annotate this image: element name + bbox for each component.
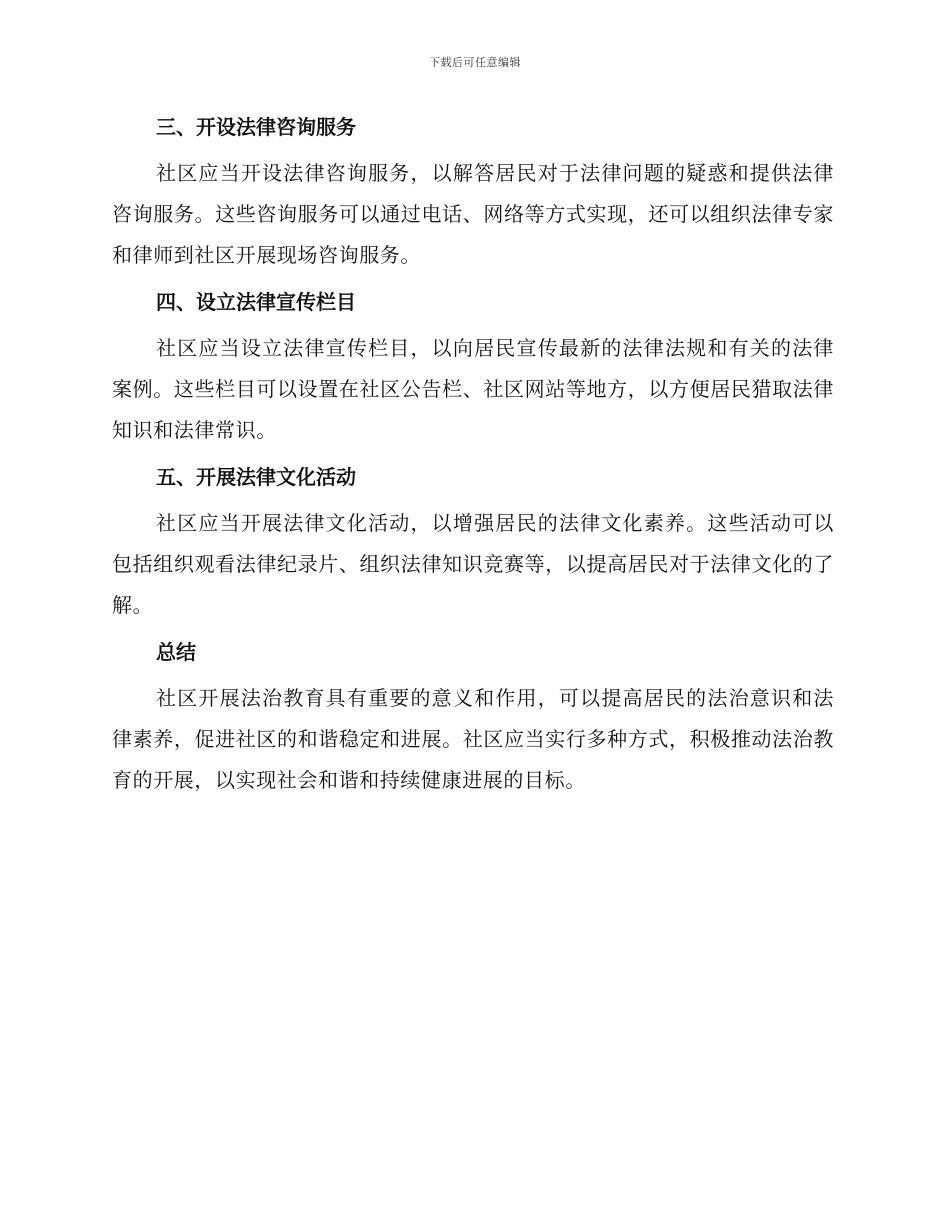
document-body [112, 108, 834, 808]
section-heading: 四、设立法律宣传栏目 [156, 290, 356, 314]
section-paragraph: 社区应当开展法律文化活动，以增强居民的法律文化素养。这些活动可以包括组织观看法律纪录片、组织法律知识竞赛等，以提高居民对于法律文化的了解。 [112, 511, 834, 617]
section-paragraph: 社区应当开设法律咨询服务，以解答居民对于法律问题的疑惑和提供法律咨询服务。这些咨询服务可以通过电话、网络等方式实现，还可以组织法律专家和律师到社区开展现场咨询服务。 [112, 161, 834, 267]
summary-heading: 总结 [156, 640, 196, 664]
section-heading: 五、开展法律文化活动 [156, 465, 356, 489]
summary-paragraph: 社区开展法治教育具有重要的意义和作用，可以提高居民的法治意识和法律素养，促进社区的和谐稳定和进展。社区应当实行多种方式，积极推动法治教育的开展，以实现社会和谐和持续健康进展的目标。 [112, 686, 834, 792]
section-paragraph: 社区应当设立法律宣传栏目，以向居民宣传最新的法律法规和有关的法律案例。这些栏目可以设置在社区公告栏、社区网站等地方，以方便居民猎取法律知识和法律常识。 [112, 336, 834, 442]
section-heading: 三、开设法律咨询服务 [156, 115, 356, 139]
page-header: 下载后可任意编辑 [429, 56, 521, 69]
